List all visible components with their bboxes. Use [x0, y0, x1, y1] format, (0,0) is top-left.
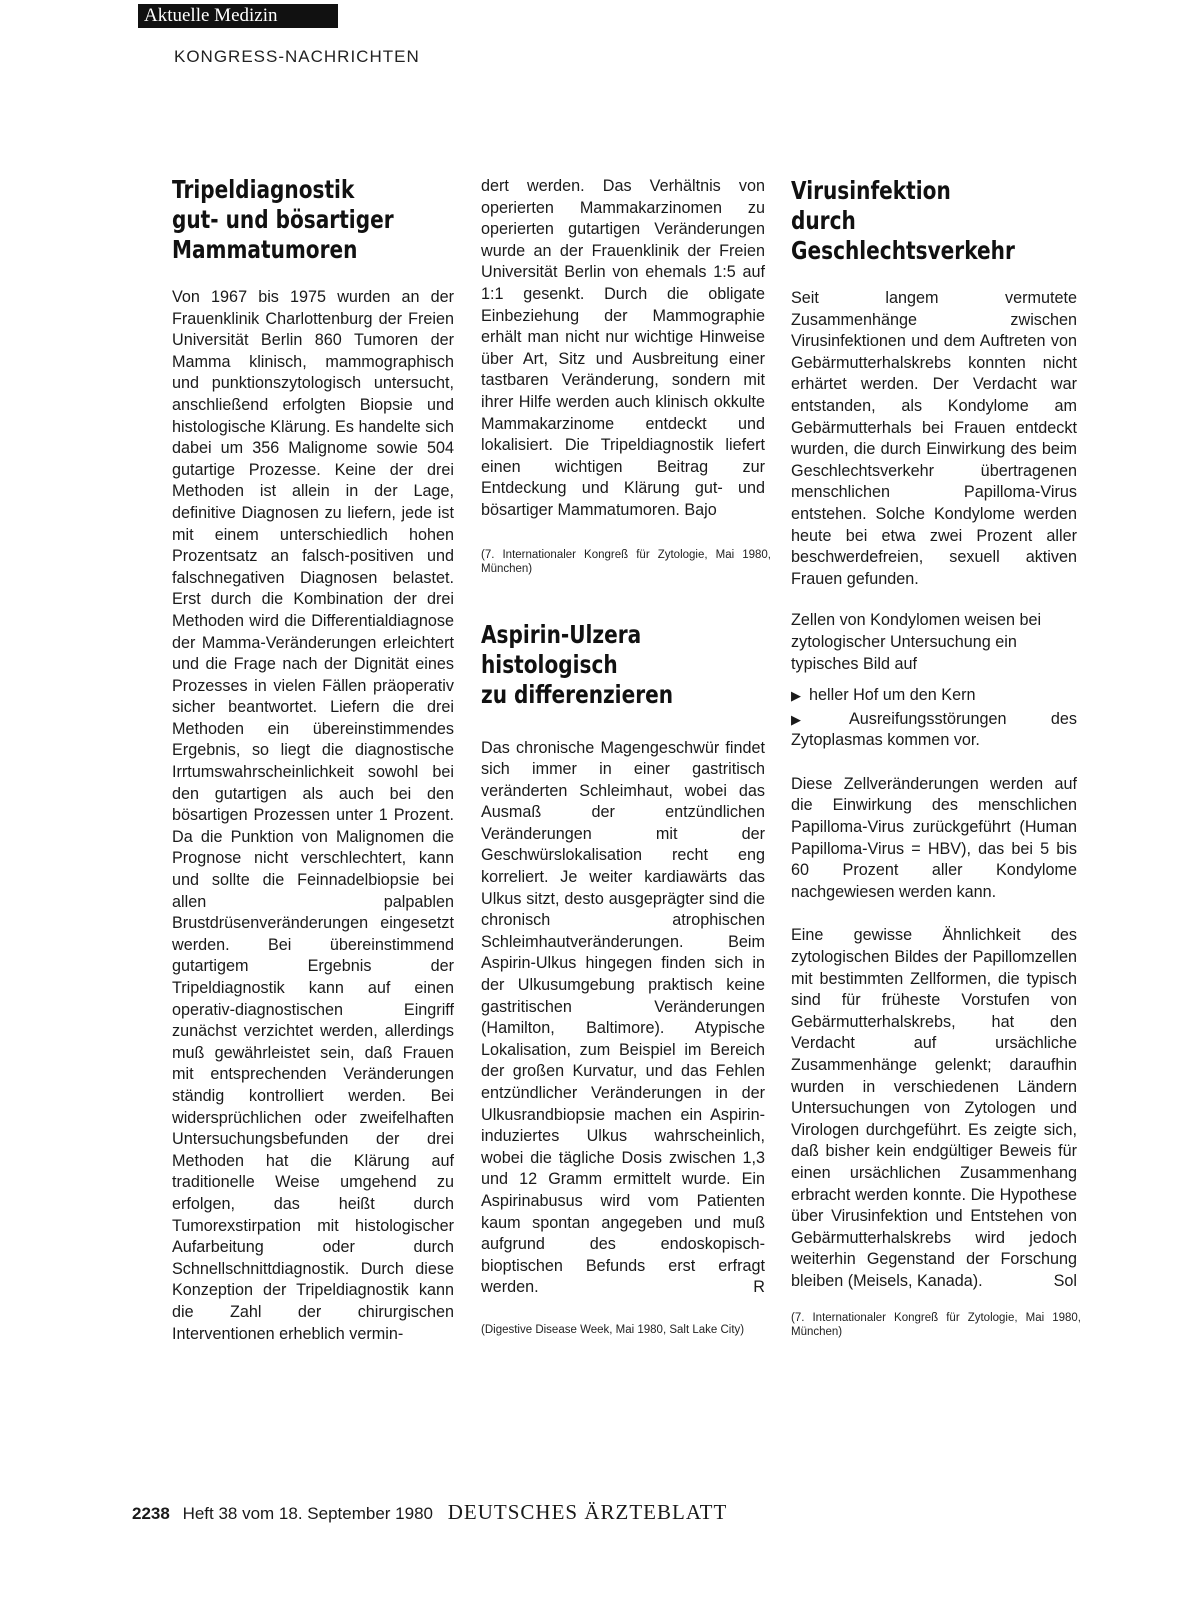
article-3-bullet-2	[791, 709, 1077, 752]
column-3	[791, 176, 1081, 1339]
article-2-title	[481, 620, 714, 710]
bullet-text: Ausreifungsstörungen des Zytoplasmas kommen vor.	[791, 709, 1078, 750]
bullet-text: heller Hof um den Kern	[809, 686, 976, 705]
issue-info: Heft 38 vom 18. September 1980	[182, 1504, 433, 1523]
article-3-paragraph-4-text: Eine gewisse Ähnlichkeit des zytologischen Bildes der Papillomzellen mit bestimmten Zellformen, die typisch sind für früheste Vorstufen von Gebärmutterhalskrebs, hat den Verdacht auf ursächliche Zusammenhänge gelenkt; daraufhin wurden in verschiedenen Ländern Untersuchungen von Zytologen und Virologen durchgeführt. Es zeigte sich, daß bisher kein endgültiger Beweis für einen ursächlichen Zusammenhang erbracht werden konnte. Die Hypothese über Virusinfektion und Entstehen von Gebärmutterhalskrebs wird jedoch weiterhin Gegenstand der Forschung bleiben (Meisels, Kanada).	[791, 926, 1077, 1290]
section-heading: KONGRESS-NACHRICHTEN	[174, 47, 420, 66]
article-2-body-text: Das chronische Magengeschwür findet sich immer in einer gastritisch veränderten Schleimhaut, wobei das Ausmaß der entzündlichen Veränderungen mit der Geschwürslokalisation recht eng korreliert. Je weiter kardiawärts das Ulkus sitzt, desto ausgeprägter sind die chronisch atrophischen Schleimhautveränderungen. Beim Aspirin-Ulkus hingegen finden sich in der Ulkusumgebung praktisch keine gastritischen Veränderungen (Hamilton, Baltimore). Atypische Lokalisation, zum Beispiel im Bereich der großen Kurvatur, und das Fehlen entzündlicher Veränderungen in der Ulkusrandbiopsie machen ein Aspirin-induziertes Ulkus wahrscheinlich, wobei die tägliche Dosis zwischen 1,3 und 12 Gramm ermittelt wurde. Ein Aspirinabusus wird vom Patienten kaum spontan angegeben und muß aufgrund des endoskopisch-bioptischen Befunds erst erfragt werden.	[481, 738, 765, 1297]
triangle-bullet-icon: ▶	[791, 688, 801, 704]
article-1-title	[172, 175, 403, 265]
article-2-title-line: histologisch	[481, 649, 618, 679]
article-3-title	[791, 176, 1026, 266]
article-3-paragraph-1: Seit langem vermutete Zusammenhänge zwischen Virusinfektionen und dem Auftreten von Gebärmutterhalskrebs konnten nicht erhärtet werden. Der Verdacht war entstanden, als Kondylome am Gebärmutterhals bei Frauen entdeckt wurden, die durch Einwirkung des beim Geschlechtsverkehr übertragenen menschlichen Papilloma-Virus entstehen. Solche Kondylome werden heute bei etwa zwei Prozent aller beschwerdefreien, sexuell aktiven Frauen gefunden.	[791, 289, 1077, 588]
article-1-source: (7. Internationaler Kongreß für Zytologie, Mai 1980, München)	[481, 548, 771, 575]
article-1-title-line: gut- und bösartiger	[172, 205, 394, 234]
article-3-signature: Sol	[1053, 1271, 1077, 1290]
article-3-bullet-1	[791, 685, 1077, 707]
rubric-badge: Aktuelle Medizin	[138, 4, 338, 28]
article-3-source: (7. Internationaler Kongreß für Zytologie, Mai 1980, München)	[791, 1311, 1081, 1338]
article-2-title-line: zu differenzieren	[481, 679, 674, 709]
page-number: 2238	[132, 1504, 170, 1523]
article-3-paragraph-2: Zellen von Kondylomen weisen bei zytologischer Untersuchung ein typisches Bild auf	[791, 611, 1042, 673]
article-2-source: (Digestive Disease Week, Mai 1980, Salt Lake City)	[481, 1323, 745, 1336]
article-3-paragraph-3: Diese Zellveränderungen werden auf die Einwirkung des menschlichen Papilloma-Virus zurückgeführt (Human Papilloma-Virus = HBV), das bei 5 bis 60 Prozent aller Kondylome nachgewiesen werden kann.	[791, 774, 1077, 901]
column-2	[481, 176, 771, 1337]
journal-name: DEUTSCHES ÄRZTEBLATT	[447, 1500, 728, 1524]
article-2-title-line: Aspirin-Ulzera	[481, 619, 642, 649]
article-3-title-line: Geschlechtsverkehr	[791, 236, 1015, 265]
article-1-title-line: Tripeldiagnostik	[172, 175, 355, 204]
article-3-title-line: durch	[791, 206, 856, 235]
triangle-bullet-icon: ▶	[791, 711, 841, 727]
column-1	[172, 175, 454, 1345]
article-3-title-line: Virusinfektion	[791, 176, 951, 205]
article-2-body	[481, 738, 765, 1299]
page-footer	[132, 1500, 727, 1525]
article-3-paragraph-4	[791, 925, 1077, 1292]
article-1-title-line: Mammatumoren	[172, 235, 358, 264]
article-2-signature: R	[753, 1278, 765, 1297]
article-1-body: Von 1967 bis 1975 wurden an der Frauenklinik Charlottenburg der Freien Universität Berlin 860 Tumoren der Mamma klinisch, mammographisch und punktionszytologisch untersucht, anschließend erfolgten Biopsie und histologische Klärung. Es handelte sich dabei um 356 Malignome sowie 504 gutartige Prozesse. Keine der drei Methoden ist allein in der Lage, definitive Diagnosen zu liefern, jede ist mit einem unterschiedlich hohen Prozentsatz an falsch-positiven und falschnegativen Diagnosen belastet. Erst durch die Kombination der drei Methoden wird die Differentialdiagnose der Mamma-Veränderungen erleichtert und die Frage nach der Dignität eines Prozesses in vielen Fällen präoperativ sicher beantwortet. Liefern die drei Methoden ein übereinstimmendes Ergebnis, so liegt die diagnostische Irrtumswahrscheinlichkeit sowohl bei den gutartigen als auch bei den bösartigen Prozessen unter 1 Prozent. Da die Punktion von Malignomen die Prognose nicht verschlechtert, kann und sollte die Feinnadelbiopsie bei allen palpablen Brustdrüsenveränderungen eingesetzt werden. Bei übereinstimmend gutartigem Ergebnis der Tripeldiagnostik kann auf einen operativ-diagnostischen Eingriff zunächst verzichtet werden, allerdings muß gewährleistet sein, daß Frauen mit entsprechenden Veränderungen ständig kontrolliert werden. Bei widersprüchlichen oder zweifelhaften Untersuchungsbefunden der drei Methoden hat die Klärung auf traditionelle Weise umgehend zu erfolgen, das heißt durch Tumorexstirpation mit histologischer Aufarbeitung oder durch Schnellschnittdiagnostik. Durch diese Konzeption der Tripeldiagnostik kann die Zahl der chirurgischen Interventionen erheblich vermin-	[172, 288, 454, 1343]
article-1-continuation: dert werden. Das Verhältnis von operierten Mammakarzinomen zu operierten gutartigen Veränderungen wurde an der Frauenklinik der Freien Universität Berlin von ehemals 1:5 auf 1:1 gesenkt. Durch die obligate Einbeziehung der Mammographie erhält man nicht nur wichtige Hinweise über Art, Sitz und Ausbreitung einer tastbaren Veränderung, sondern mit ihrer Hilfe werden auch klinisch okkulte Mammakarzinome entdeckt und lokalisiert. Die Tripeldiagnostik liefert einen wichtigen Beitrag zur Entdeckung und Klärung gut- und bösartiger Mammatumoren. Bajo	[481, 177, 765, 519]
